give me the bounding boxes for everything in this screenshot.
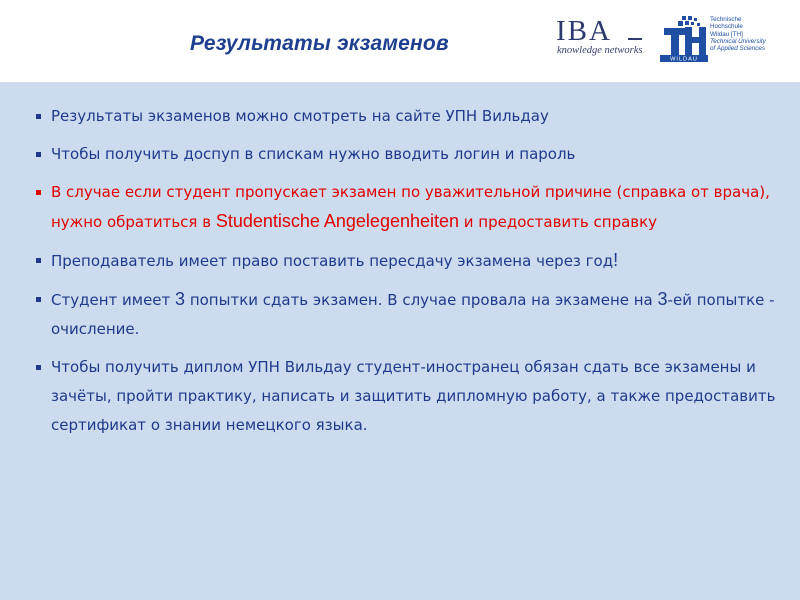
content-panel: [0, 82, 800, 600]
bullet-text: -ей попытке - очисление.: [51, 291, 775, 338]
iba-tagline: knowledge networks: [557, 45, 643, 56]
iba-logo: [556, 16, 656, 60]
bullet-list: [36, 102, 776, 449]
bullet-item: [36, 140, 776, 169]
bullet-square-icon: [36, 114, 41, 119]
bullet-text: Преподаватель имеет право поставить пересдачу экзамена через год: [51, 252, 614, 270]
slide-header: [0, 0, 800, 82]
bullet-item-highlight: [36, 178, 776, 237]
bullet-text: попытки сдать экзамен. В случае провала на экзамене на: [185, 291, 658, 309]
bullet-square-icon: [36, 190, 41, 195]
bullet-text: В случае если студент пропускает экзамен по уважительной причине (справка от врача), нужно обратиться в: [51, 183, 770, 231]
th-wildau-mark-icon: [660, 16, 708, 62]
th-wildau-mark-text: WILDAU: [670, 56, 698, 62]
bullet-text: Чтобы получить доспуп в спискам нужно вводить логин и пароль: [51, 145, 576, 163]
bullet-text-emphasis: Studentische Angelegenheiten: [215, 211, 460, 231]
bullet-text-emphasis: 3: [175, 289, 186, 309]
th-wildau-text: [710, 16, 766, 52]
bullet-text: Результаты экзаменов можно смотреть на сайте УПН Вильдау: [51, 107, 549, 125]
bullet-item: [36, 353, 776, 440]
th-line-2: Hochschule: [710, 23, 743, 31]
bullet-square-icon: [36, 297, 41, 302]
th-wildau-logo: [660, 16, 770, 64]
th-line-5: of Applied Sciences: [710, 45, 766, 53]
th-line-3: Wildau [TH]: [710, 30, 743, 38]
bullet-text-emphasis: 3: [657, 289, 668, 309]
bullet-text: Студент имеет: [51, 291, 176, 309]
bullet-item: [36, 246, 776, 276]
th-line-4: Technical University: [710, 37, 766, 45]
bullet-text: Чтобы получить диплом УПН Вильдау студент-иностранец обязан сдать все экзамены и зачёты, пройти практику, написать и защитить дипломную работу, а также предоставить сертификат о знании немецкого языка.: [51, 358, 776, 434]
th-line-1: Technische: [710, 16, 742, 23]
bullet-square-icon: [36, 258, 41, 263]
bullet-square-icon: [36, 365, 41, 370]
iba-wordmark: IBA: [556, 15, 612, 47]
iba-dash: [628, 38, 642, 40]
bullet-item: [36, 285, 776, 344]
bullet-square-icon: [36, 152, 41, 157]
slide-title: Результаты экзаменов: [190, 32, 449, 55]
bullet-text-emphasis: !: [613, 250, 619, 270]
bullet-item: [36, 102, 776, 131]
bullet-text: и предоставить справку: [459, 213, 658, 231]
